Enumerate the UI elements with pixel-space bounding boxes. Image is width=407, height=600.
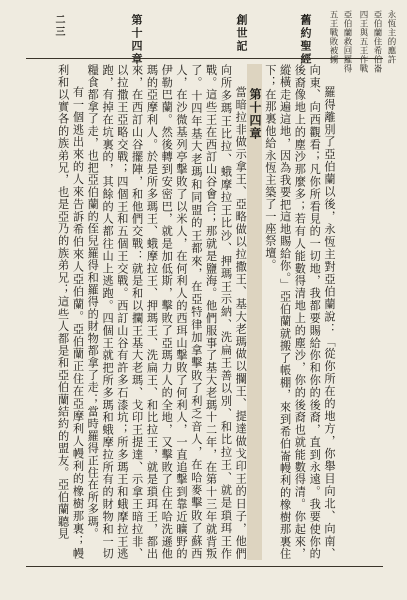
margin-note: 亞伯蘭住希伯崙	[372, 10, 382, 73]
margin-note: 四王與五王作戰	[358, 10, 368, 73]
book-title: 舊約聖經	[299, 14, 312, 66]
paragraph: 當暗拉非做示拿王、亞略做以拉撒王、基大老瑪做以攔王、提達做戈印王的日子，他們向所多瑪王比拉、蛾摩拉王比沙、押瑪王示納、洗扁王善以別、和比拉王、就是瑣珥王作戰。這些王在西訂山谷會合；那就是鹽海。他們服事了基大老瑪十二年，在第十三年就背叛了。十四年基大老瑪和同盟的王都來，在亞特律加拿擊敗了利乏音人，在哈麥擊敗了蘇西人，在沙微基列亭擊敗了以米人，在何利人的西珥山擊敗了何利人，一直追擊到靠近曠野的伊勒巴蘭。然後轉到安密巴，就是加低斯，擊敗了亞瑪力人的全地，又擊敗了住在哈洗遜他瑪的亞摩利人。於是所多瑪王、蛾摩拉王、押瑪王、洗扁王、和比拉王，就是瑣珥王，都出來，在西訂山谷擺陣，和他們交戰：就是和以攔王基大老瑪、戈印王提達、示拿王暗拉非、以拉撒王亞略交戰；四個王和五個王交戰。西訂山谷有許多石漆坑；所多瑪王和蛾摩拉王逃跑，有掉在坑裏的，其餘的人都往山上逃跑。四個王就把所多瑪和蛾摩拉所有的財物和一切糧食都拿了走，也把亞伯蘭的侄兒羅得和羅得的財物都拿了走；當時羅得正住在所多瑪。	[86, 64, 248, 560]
paragraph: 羅得離別了亞伯蘭以後，永恆主對亞伯蘭說：「從你所在的地方，你舉目向北、向南、向東、向西觀看；凡你所看見的一切地，我都要賜給你和你的後裔，直到永遠。我要使你的後裔像地上的塵沙那麼多；若有人能數得清地上的塵沙，你的後裔也就能數得清。你起來，縱橫走遍這地，因為我要把這地賜給你。」亞伯蘭就搬了帳棚，來到希伯崙幔利的橡樹那裏住下；在那裏他給永恆主築了一座祭壇。	[263, 64, 336, 560]
book-name: 創世記	[235, 14, 248, 53]
margin-note: 五王戰敗被擄	[328, 10, 338, 64]
bottom-rule	[26, 566, 383, 567]
page-number: 二三	[53, 14, 64, 38]
margin-note: 亞伯蘭救回羅得	[342, 10, 352, 73]
chapter-label: 第十四章	[130, 14, 143, 66]
paragraph: 有一個逃出來的人來告訴希伯來人亞伯蘭。亞伯蘭正住在亞摩利人幔利的橡樹那裏；幔利和以實各的族弟兄，也是亞乃的族弟兄；這些人都是和亞伯蘭結約的盟友。亞伯蘭聽見	[56, 64, 85, 560]
margin-note: 永恆主的應許	[386, 10, 396, 64]
chapter-heading: 第十四章	[247, 64, 262, 560]
scripture-text	[40, 64, 336, 560]
margin-notes	[328, 10, 398, 130]
